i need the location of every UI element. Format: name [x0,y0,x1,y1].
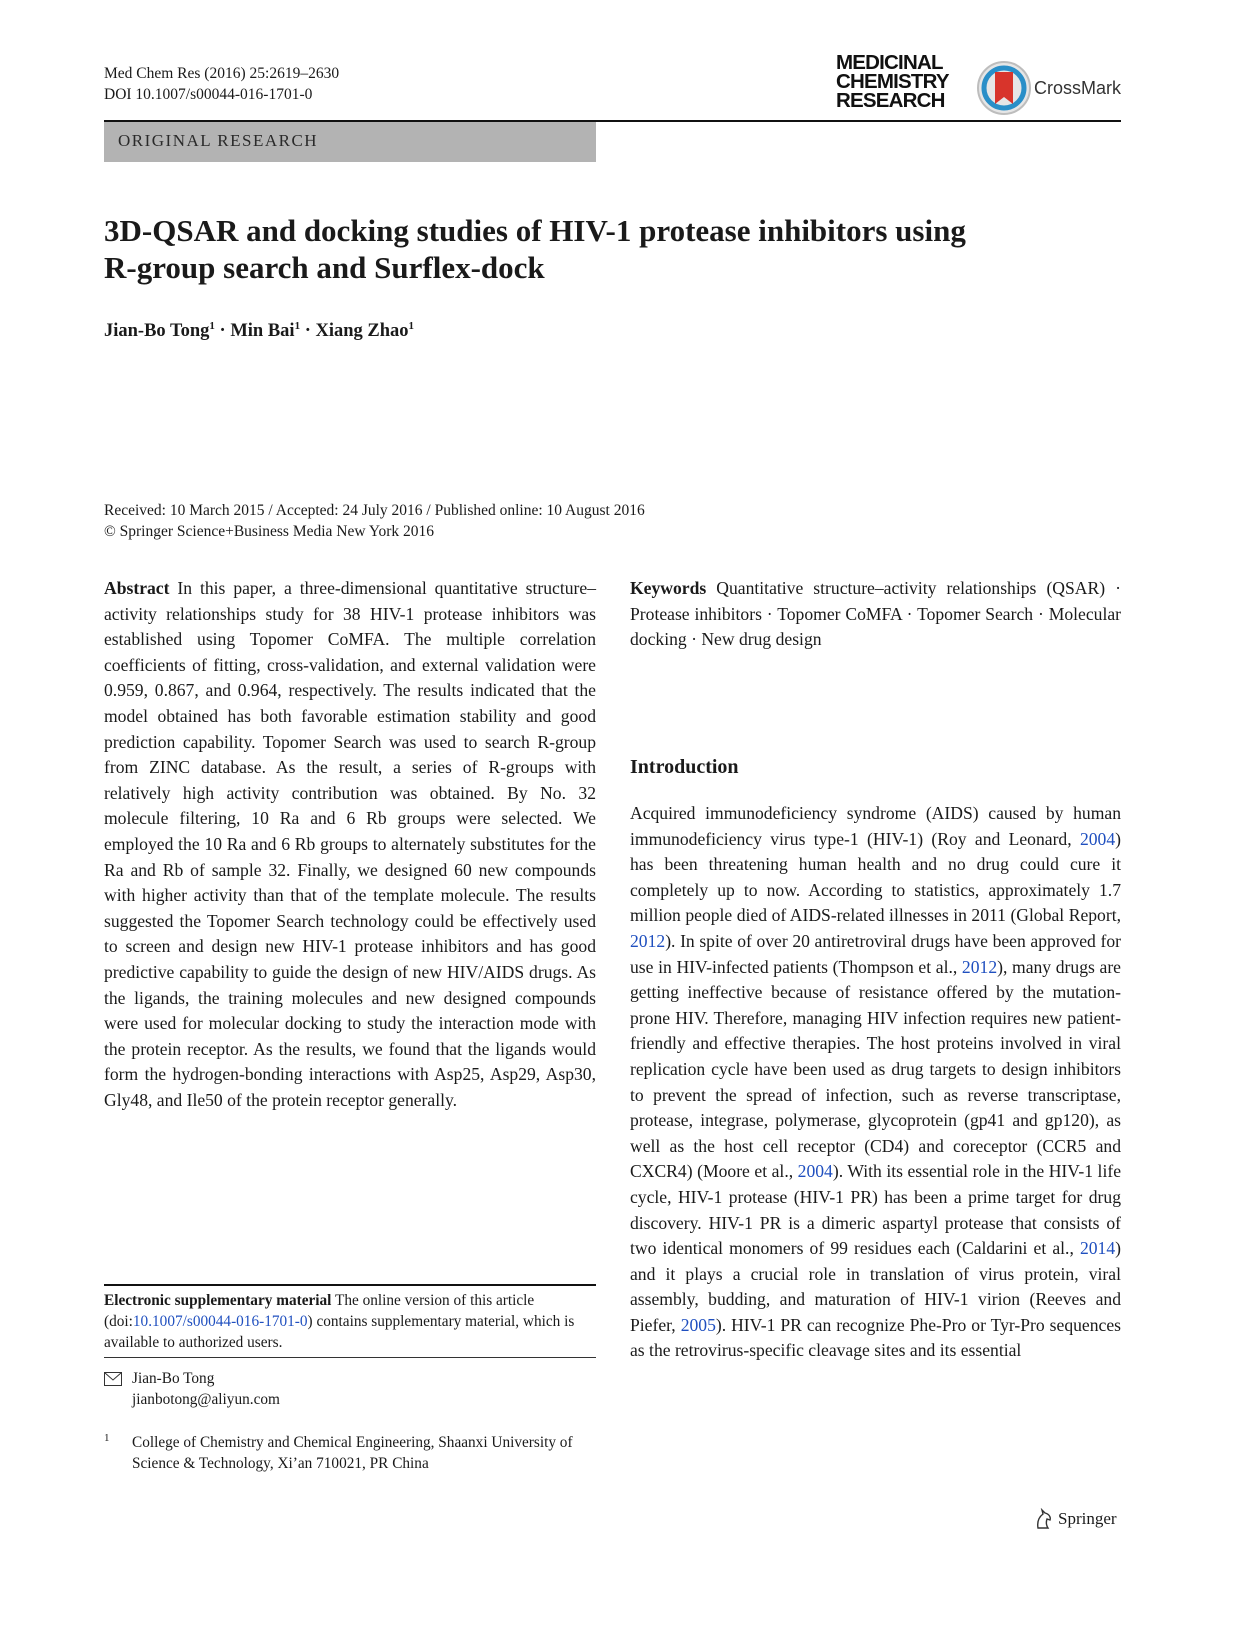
envelope-icon [104,1372,122,1386]
doi-link[interactable]: 10.1007/s00044-016-1701-0 [132,1313,308,1330]
author-separator: · [219,321,226,342]
article-history [104,500,645,542]
affiliation-number: 1 [104,1432,110,1444]
supplementary-label: Electronic supplementary material [104,1292,332,1309]
author-name[interactable]: Jian-Bo Tong [104,321,210,342]
footnote-divider [104,1284,596,1286]
crossmark-label[interactable]: CrossMark [1034,78,1122,98]
author-affiliation-marker: 1 [294,320,301,332]
author-email[interactable]: jianbotong@aliyun.com [132,1391,280,1408]
publisher-name: Springer [1058,1509,1117,1528]
keywords-section [630,576,1121,653]
journal-logo: MEDICINAL CHEMISTRY RESEARCH [836,51,949,112]
author-affiliation-marker: 1 [209,320,215,332]
journal-info [104,63,339,105]
footnote-divider-thin [104,1357,596,1358]
article-type-badge: ORIGINAL RESEARCH [104,122,596,162]
crossmark-icon[interactable] [976,60,1032,116]
article-title: 3D-QSAR and docking studies of HIV-1 protease inhibitors using R-group search and Surflex-dock [104,213,966,285]
abstract-label: Abstract [104,578,170,598]
abstract-text: In this paper, a three-dimensional quantitative structure–activity relationships study for 38 HIV-1 protease inhibitors was established using Topomer CoMFA. The multiple correlation coefficients of fitting, cross-validation, and external validation were 0.959, 0.867, and 0.964, respectively. The results indicated that the model obtained has both favorable estimation stability and good prediction capability. Topomer Search was used to search R-group from ZINC database. As the result, a series of R-groups with relatively high activity contribution was obtained. By No. 32 molecule filtering, 10 Ra and 6 Rb groups were selected. We employed the 10 Ra and 6 Rb groups to alternately substitutes for the Ra and Rb of sample 32. Finally, we designed 60 new compounds with higher activity than that of the template molecule. The results suggested the Topomer Search technology could be effectively used to screen and design new HIV-1 protease inhibitors and has good predictive capability to guide the design of new HIV/AIDS drugs. As the ligands, the training molecules and new designed compounds were used for molecular docking to study the interaction mode with the protein receptor. As the results, we found that the ligands would form the hydrogen-bonding interactions with Asp25, Asp29, Asp30, Gly48, and Ile50 of the protein receptor generally. [104,578,596,1110]
author-list [104,320,414,342]
affiliation-text: College of Chemistry and Chemical Engineering, Shaanxi University of Science & Technology, Xi’an 710021, PR China [132,1434,573,1472]
journal-doi: DOI 10.1007/s00044-016-1701-0 [104,86,313,103]
publication-dates: Received: 10 March 2015 / Accepted: 24 July 2016 / Published online: 10 August 2016 [104,502,645,519]
supplementary-note: Electronic supplementary material The online version of this article (doi:10.1007/s00044-016-1701-0) contains supplementary material, which is available to authorized users. [104,1292,575,1351]
citation-link[interactable]: 2014 [1079,1238,1116,1259]
introduction-text: Acquired immunodeficiency syndrome (AIDS) caused by human immunodeficiency virus type-1 (HIV-1) (Roy and Leonard, 2004) has been threatening human health and no drug could cure it completely up to now. According to statistics, approximately 1.7 million people died of AIDS-related illnesses in 2011 (Global Report, 2012). In spite of over 20 antiretroviral drugs have been approved for use in HIV-infected patients (Thompson et al., 2012), many drugs are getting ineffective because of resistance offered by the mutation-prone HIV. Therefore, managing HIV infection requires new patient-friendly and effective therapies. The host proteins involved in viral replication cycle have been used as drug targets to design inhibitors to prevent the spread of infection, such as reverse transcriptase, protease, integrase, polymerase, glycoprotein (gp41 and gp120), as well as the host cell receptor (CD4) and coreceptor (CCR5 and CXCR4) (Moore et al., 2004). With its essential role in the HIV-1 life cycle, HIV-1 protease (HIV-1 PR) has been a prime target for drug discovery. HIV-1 PR is a dimeric aspartyl protease that consists of two identical monomers of 99 residues each (Caldarini et al., 2014) and it plays a crucial role in translation of virus protein, viral assembly, budding, and maturation of HIV-1 virion (Reeves and Piefer, 2005). HIV-1 PR can recognize Phe-Pro or Tyr-Pro sequences as the retrovirus-specific cleavage sites and its essential [630,803,1121,1361]
keywords-label: Keywords [630,578,707,598]
copyright-notice: © Springer Science+Business Media New York 2016 [104,523,435,540]
citation-link[interactable]: 2012 [961,956,998,977]
citation-link[interactable]: 2012 [630,930,666,951]
citation-link[interactable]: 2004 [1079,828,1116,849]
corresponding-author: Jian-Bo Tong [132,1370,215,1387]
section-heading: Introduction [630,756,739,778]
citation-link[interactable]: 2004 [797,1161,833,1182]
springer-horse-icon [1034,1508,1054,1530]
author-separator: · [304,321,311,342]
author-name[interactable]: Min Bai [230,321,295,342]
abstract-section [104,576,596,1113]
keywords-text: Quantitative structure–activity relationships (QSAR) · Protease inhibitors · Topomer CoMFA · Topomer Search · Molecular docking · New drug design [630,578,1121,650]
journal-citation: Med Chem Res (2016) 25:2619–2630 [104,65,340,82]
citation-link[interactable]: 2005 [680,1314,716,1335]
author-affiliation-marker: 1 [408,320,415,332]
author-name[interactable]: Xiang Zhao [315,321,409,342]
